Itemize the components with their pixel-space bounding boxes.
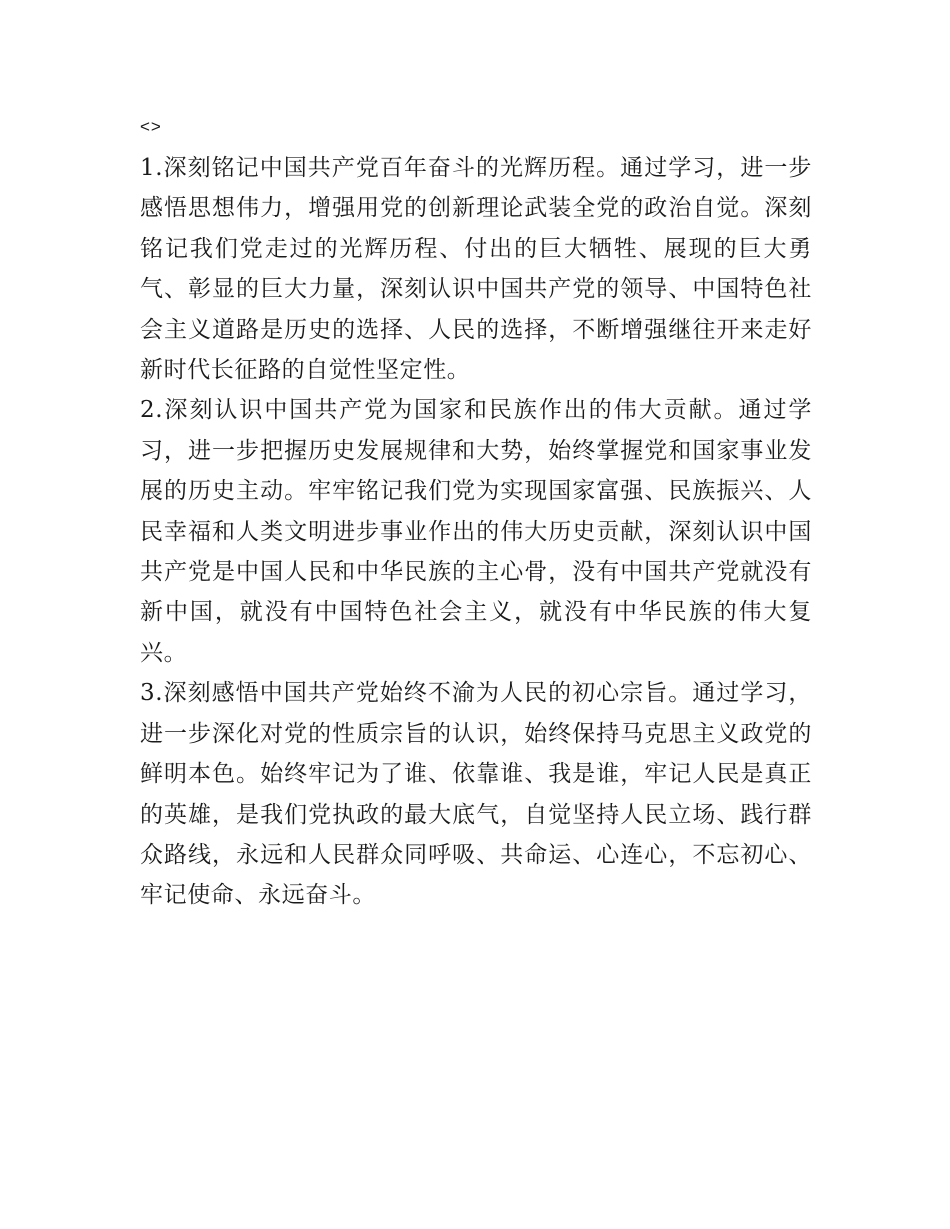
document-body [140, 108, 812, 916]
paragraph-3: 3.深刻感悟中国共产党始终不渝为人民的初心宗旨。通过学习，进一步深化对党的性质宗旨的认识，始终保持马克思主义政党的鲜明本色。始终牢记为了谁、依靠谁、我是谁，牢记人民是真正的英雄，是我们党执政的最大底气，自觉坚持人民立场、践行群众路线，永远和人民群众同呼吸、共命运、心连心，不忘初心、牢记使命、永远奋斗。 [140, 680, 812, 909]
paragraph-2: 2.深刻认识中国共产党为国家和民族作出的伟大贡献。通过学习，进一步把握历史发展规律和大势，始终掌握党和国家事业发展的历史主动。牢牢铭记我们党为实现国家富强、民族振兴、人民幸福和人类文明进步事业作出的伟大历史贡献，深刻认识中国共产党是中国人民和中华民族的主心骨，没有中国共产党就没有新中国，就没有中国特色社会主义，就没有中华民族的伟大复兴。 [140, 397, 812, 666]
paragraph-1: 1.深刻铭记中国共产党百年奋斗的光辉历程。通过学习，进一步感悟思想伟力，增强用党的创新理论武装全党的政治自觉。深刻铭记我们党走过的光辉历程、付出的巨大牺牲、展现的巨大勇气、彰显的巨大力量，深刻认识中国共产党的领导、中国特色社会主义道路是历史的选择、人民的选择，不断增强继往开来走好新时代长征路的自觉性坚定性。 [140, 155, 812, 384]
document-marker: <> [140, 117, 162, 136]
